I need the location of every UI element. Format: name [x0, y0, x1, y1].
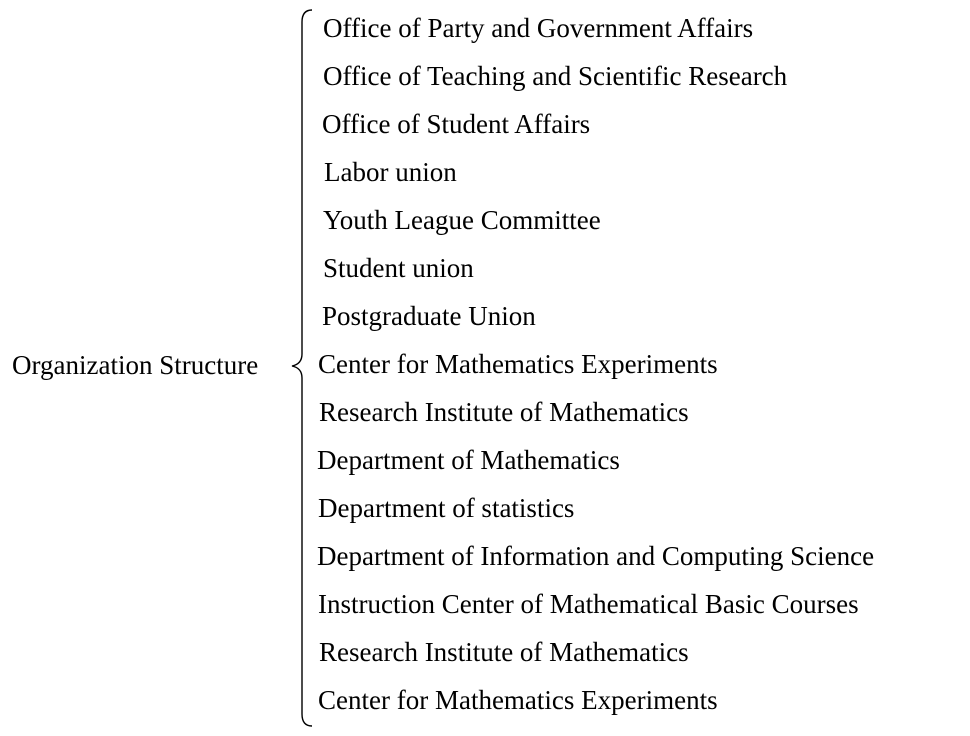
child-node-postgraduate-union: Postgraduate Union	[322, 301, 536, 331]
child-node-student-affairs: Office of Student Affairs	[322, 109, 591, 139]
child-node-basic-courses-center: Instruction Center of Mathematical Basic Courses	[318, 589, 859, 619]
child-node-math-experiments-center: Center for Mathematics Experiments	[318, 349, 718, 379]
child-node-teaching-research: Office of Teaching and Scientific Research	[323, 61, 788, 91]
child-node-math-research-institute: Research Institute of Mathematics	[319, 397, 689, 427]
child-node-dept-mathematics: Department of Mathematics	[317, 445, 620, 475]
child-node-student-union: Student union	[323, 253, 474, 283]
child-node-party-government-affairs: Office of Party and Government Affairs	[323, 13, 754, 43]
root-node-label: Organization Structure	[12, 350, 259, 380]
child-node-math-experiments-center-2: Center for Mathematics Experiments	[318, 685, 718, 715]
child-node-youth-league: Youth League Committee	[323, 205, 601, 235]
child-node-labor-union: Labor union	[324, 157, 457, 187]
child-node-math-research-institute-2: Research Institute of Mathematics	[319, 637, 689, 667]
child-node-dept-statistics: Department of statistics	[318, 493, 575, 523]
child-node-dept-info-computing: Department of Information and Computing Science	[317, 541, 875, 571]
